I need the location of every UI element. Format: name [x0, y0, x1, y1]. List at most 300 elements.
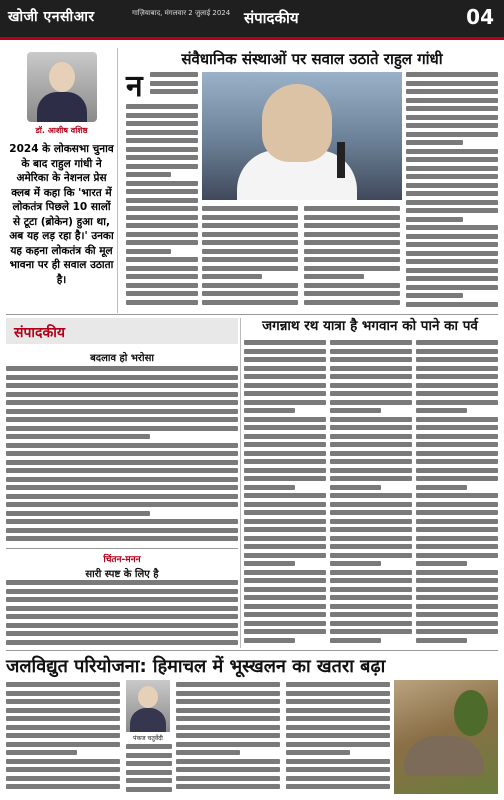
- text-line: [6, 485, 238, 490]
- author-name: डॉ. आशीष वशिष्ठ: [35, 126, 88, 135]
- text-line: [176, 699, 280, 704]
- text-line: [416, 391, 498, 396]
- text-line: [6, 494, 238, 499]
- text-line: [6, 623, 238, 628]
- text-line: [6, 691, 120, 696]
- text-line: [286, 742, 390, 747]
- text-line: [330, 544, 412, 549]
- text-line: [416, 578, 498, 583]
- text-line: [6, 417, 238, 422]
- lead-photo-person: [262, 84, 332, 162]
- text-line: [6, 640, 238, 645]
- text-line: [6, 699, 120, 704]
- text-line: [406, 132, 498, 137]
- text-line: [416, 451, 498, 456]
- text-line: [126, 257, 198, 262]
- text-line: [6, 580, 238, 585]
- text-line: [244, 451, 326, 456]
- text-line: [176, 776, 280, 781]
- text-line: [6, 606, 238, 611]
- text-line: [244, 536, 326, 541]
- text-line: [330, 417, 412, 422]
- text-line: [330, 578, 412, 583]
- author-photo: [27, 52, 97, 122]
- vichar-title: सारी स्पष्ट के लिए है: [85, 569, 159, 580]
- text-line: [244, 527, 326, 532]
- second-text-col-1: [244, 340, 326, 646]
- text-line: [406, 140, 463, 145]
- text-line: [244, 366, 326, 371]
- text-line: [406, 183, 498, 188]
- text-line: [286, 750, 350, 755]
- text-line: [126, 223, 198, 228]
- text-line: [202, 266, 298, 271]
- text-line: [406, 268, 498, 273]
- author-photo-body: [37, 92, 87, 122]
- text-line: [330, 442, 412, 447]
- text-line: [244, 434, 326, 439]
- text-line: [126, 172, 171, 177]
- text-line: [6, 682, 120, 687]
- text-line: [330, 374, 412, 379]
- text-line: [202, 215, 298, 220]
- text-line: [150, 81, 198, 86]
- text-line: [244, 519, 326, 524]
- text-line: [330, 519, 412, 524]
- text-line: [416, 621, 498, 626]
- text-line: [286, 767, 390, 772]
- text-line: [244, 612, 326, 617]
- text-line: [416, 502, 498, 507]
- text-line: [126, 121, 198, 126]
- text-line: [6, 400, 238, 405]
- text-line: [330, 391, 412, 396]
- text-line: [244, 638, 295, 643]
- text-line: [304, 215, 400, 220]
- text-line: [6, 784, 120, 789]
- text-line: [304, 300, 400, 305]
- text-line: [6, 536, 238, 541]
- text-line: [244, 510, 326, 515]
- vichar-text: [6, 580, 238, 646]
- text-line: [406, 166, 498, 171]
- text-line: [126, 300, 198, 305]
- text-line: [416, 561, 467, 566]
- text-line: [126, 130, 198, 135]
- text-line: [202, 291, 298, 296]
- text-line: [416, 374, 498, 379]
- text-line: [330, 553, 412, 558]
- text-line: [244, 502, 326, 507]
- text-line: [406, 225, 498, 230]
- text-line: [330, 459, 412, 464]
- text-line: [406, 149, 498, 154]
- bottom-text-col-2: [176, 682, 280, 794]
- text-line: [330, 527, 412, 532]
- columnist-photo-body: [130, 708, 166, 732]
- text-line: [176, 733, 280, 738]
- masthead: [0, 0, 504, 40]
- text-line: [244, 604, 326, 609]
- text-line: [416, 366, 498, 371]
- text-line: [126, 155, 198, 160]
- text-line: [286, 784, 390, 789]
- text-line: [304, 274, 364, 279]
- text-line: [416, 536, 498, 541]
- text-line: [416, 459, 498, 464]
- text-line: [330, 587, 412, 592]
- text-line: [330, 366, 412, 371]
- text-line: [244, 476, 326, 481]
- text-line: [126, 206, 198, 211]
- text-line: [304, 283, 400, 288]
- text-line: [176, 750, 240, 755]
- text-line: [6, 708, 120, 713]
- text-line: [416, 493, 498, 498]
- columnist-photo-head: [138, 686, 158, 708]
- text-line: [286, 733, 390, 738]
- page-number: 04: [466, 5, 494, 29]
- second-text-col-2: [330, 340, 412, 646]
- text-line: [416, 383, 498, 388]
- text-line: [6, 597, 238, 602]
- text-line: [244, 570, 326, 575]
- text-line: [176, 784, 280, 789]
- text-line: [416, 510, 498, 515]
- text-line: [6, 716, 120, 721]
- columnist-name: पंकज चतुर्वेदी: [133, 735, 163, 742]
- text-line: [406, 276, 498, 281]
- text-line: [406, 123, 498, 128]
- text-line: [202, 300, 298, 305]
- text-line: [244, 425, 326, 430]
- text-line: [416, 434, 498, 439]
- text-line: [416, 349, 498, 354]
- text-line: [304, 206, 400, 211]
- text-line: [244, 629, 326, 634]
- pull-quote: 2024 के लोकसभा चुनाव के बाद राहुल गांधी ने अमेरिका के नेशनल प्रेस क्लब में कहा कि 'भारत में लोकतंत्र पिछले 10 सालों से टूटा (ब्रोकेन) हुआ था, अब यह लड़ रहा है।' उनका यह कहना लोकतंत्र की मूल भावना पर ही सवाल उठाता है।: [9, 143, 114, 286]
- text-line: [126, 240, 198, 245]
- text-line: [406, 174, 498, 179]
- text-line: [202, 257, 298, 262]
- text-line: [126, 104, 198, 109]
- text-line: [286, 708, 390, 713]
- text-line: [244, 349, 326, 354]
- bottom-text-col-1b: [126, 744, 172, 794]
- text-line: [286, 691, 390, 696]
- text-line: [330, 604, 412, 609]
- text-line: [416, 468, 498, 473]
- text-line: [406, 98, 498, 103]
- text-line: [6, 776, 120, 781]
- text-line: [406, 234, 498, 239]
- lead-photo: [202, 72, 402, 200]
- text-line: [330, 510, 412, 515]
- text-line: [126, 753, 172, 758]
- text-line: [244, 578, 326, 583]
- text-line: [244, 391, 326, 396]
- text-line: [176, 725, 280, 730]
- text-line: [6, 614, 238, 619]
- text-line: [304, 257, 400, 262]
- text-line: [6, 375, 238, 380]
- text-line: [6, 502, 238, 507]
- text-line: [244, 400, 326, 405]
- text-line: [6, 589, 238, 594]
- text-line: [126, 274, 198, 279]
- editorial-text: [6, 366, 238, 546]
- text-line: [6, 460, 238, 465]
- masthead-rule: [0, 37, 504, 40]
- text-line: [126, 249, 171, 254]
- text-line: [330, 570, 412, 575]
- author-sidebar: [6, 48, 118, 313]
- text-line: [406, 106, 498, 111]
- text-line: [330, 349, 412, 354]
- text-line: [416, 527, 498, 532]
- text-line: [406, 242, 498, 247]
- text-line: [202, 232, 298, 237]
- text-line: [6, 443, 238, 448]
- text-line: [176, 716, 280, 721]
- lead-photo-mic: [337, 142, 345, 178]
- text-line: [330, 357, 412, 362]
- text-line: [244, 621, 326, 626]
- text-line: [406, 293, 463, 298]
- text-line: [6, 759, 120, 764]
- landslide-photo-rocks: [404, 736, 484, 776]
- text-line: [244, 408, 295, 413]
- text-line: [244, 544, 326, 549]
- second-text-col-3: [416, 340, 498, 646]
- text-line: [6, 383, 238, 388]
- bottom-text-col-1: [6, 682, 120, 794]
- text-line: [6, 477, 238, 482]
- text-line: [126, 147, 198, 152]
- text-line: [244, 485, 295, 490]
- text-line: [416, 357, 498, 362]
- text-line: [244, 357, 326, 362]
- text-line: [6, 733, 120, 738]
- bottom-headline: जलविद्युत परियोजना: हिमाचल में भूस्खलन का खतरा बढ़ा: [6, 656, 386, 677]
- text-line: [286, 682, 390, 687]
- lead-text-col-1: [150, 72, 198, 96]
- text-line: [406, 208, 498, 213]
- text-line: [202, 249, 298, 254]
- text-line: [6, 426, 238, 431]
- text-line: [126, 181, 198, 186]
- text-line: [416, 400, 498, 405]
- text-line: [406, 285, 498, 290]
- text-line: [150, 89, 198, 94]
- second-headline: जगन्नाथ रथ यात्रा है भगवान को पाने का पर्व: [262, 318, 478, 334]
- text-line: [202, 274, 262, 279]
- text-line: [416, 553, 498, 558]
- lead-text-col-1b: [126, 104, 198, 312]
- text-line: [6, 511, 150, 516]
- text-line: [416, 604, 498, 609]
- text-line: [286, 725, 390, 730]
- text-line: [244, 493, 326, 498]
- text-line: [330, 638, 381, 643]
- text-line: [150, 72, 198, 77]
- landslide-photo: [394, 680, 498, 794]
- text-line: [416, 544, 498, 549]
- text-line: [6, 750, 77, 755]
- text-line: [6, 409, 238, 414]
- text-line: [406, 157, 498, 162]
- text-line: [244, 553, 326, 558]
- text-line: [126, 198, 198, 203]
- text-line: [176, 759, 280, 764]
- text-line: [286, 776, 390, 781]
- text-line: [126, 283, 198, 288]
- text-line: [330, 629, 412, 634]
- text-line: [202, 283, 298, 288]
- text-line: [286, 699, 390, 704]
- vichar-label: चिंतन-मनन: [103, 555, 141, 565]
- text-line: [330, 425, 412, 430]
- text-line: [244, 442, 326, 447]
- text-line: [406, 191, 498, 196]
- text-line: [304, 291, 400, 296]
- text-line: [126, 778, 172, 783]
- text-line: [244, 561, 295, 566]
- text-line: [406, 259, 498, 264]
- lead-text-col-5: [406, 72, 498, 312]
- text-line: [330, 400, 412, 405]
- text-line: [416, 442, 498, 447]
- text-line: [6, 767, 120, 772]
- text-line: [330, 468, 412, 473]
- text-line: [126, 113, 198, 118]
- text-line: [176, 682, 280, 687]
- text-line: [330, 434, 412, 439]
- text-line: [416, 638, 467, 643]
- text-line: [330, 485, 381, 490]
- text-line: [416, 425, 498, 430]
- text-line: [304, 249, 400, 254]
- text-line: [202, 240, 298, 245]
- text-line: [304, 232, 400, 237]
- text-line: [126, 215, 198, 220]
- text-line: [406, 72, 498, 77]
- text-line: [304, 266, 400, 271]
- text-line: [330, 502, 412, 507]
- text-line: [126, 787, 172, 792]
- text-line: [202, 223, 298, 228]
- text-line: [416, 519, 498, 524]
- text-line: [6, 725, 120, 730]
- text-line: [6, 468, 238, 473]
- text-line: [330, 561, 381, 566]
- text-line: [244, 459, 326, 464]
- divider-vertical: [240, 318, 241, 648]
- text-line: [6, 742, 120, 747]
- text-line: [6, 392, 238, 397]
- text-line: [244, 383, 326, 388]
- text-line: [416, 629, 498, 634]
- text-line: [126, 761, 172, 766]
- text-line: [126, 770, 172, 775]
- text-line: [244, 595, 326, 600]
- text-line: [6, 519, 238, 524]
- text-line: [416, 476, 498, 481]
- text-line: [416, 587, 498, 592]
- text-line: [202, 206, 298, 211]
- text-line: [176, 742, 280, 747]
- text-line: [416, 612, 498, 617]
- text-line: [6, 434, 150, 439]
- text-line: [6, 528, 238, 533]
- divider-vichar: [6, 548, 238, 549]
- text-line: [406, 89, 498, 94]
- lead-text-col-3: [202, 206, 298, 312]
- text-line: [330, 536, 412, 541]
- text-line: [416, 570, 498, 575]
- text-line: [244, 468, 326, 473]
- text-line: [330, 612, 412, 617]
- text-line: [330, 595, 412, 600]
- section-title: संपादकीय: [244, 9, 299, 27]
- text-line: [286, 759, 390, 764]
- author-photo-head: [49, 62, 75, 92]
- text-line: [406, 200, 498, 205]
- text-line: [416, 417, 498, 422]
- text-line: [330, 476, 412, 481]
- text-line: [126, 266, 198, 271]
- lead-dropcap: न: [126, 69, 143, 104]
- text-line: [416, 595, 498, 600]
- text-line: [126, 164, 198, 169]
- text-line: [406, 217, 463, 222]
- text-line: [416, 408, 467, 413]
- editorial-title: बदलाव हो भरोसा: [90, 353, 154, 364]
- text-line: [416, 340, 498, 345]
- text-line: [244, 417, 326, 422]
- text-line: [406, 81, 498, 86]
- bottom-text-col-3: [286, 682, 390, 794]
- text-line: [330, 340, 412, 345]
- text-line: [126, 291, 198, 296]
- text-line: [406, 251, 498, 256]
- divider-lower: [6, 650, 498, 651]
- text-line: [126, 138, 198, 143]
- text-line: [416, 485, 467, 490]
- text-line: [126, 189, 198, 194]
- lead-headline: संवैधानिक संस्थाओं पर सवाल उठाते राहुल गांधी: [181, 50, 443, 68]
- text-line: [6, 366, 238, 371]
- text-line: [330, 451, 412, 456]
- text-line: [286, 716, 390, 721]
- text-line: [330, 621, 412, 626]
- text-line: [244, 374, 326, 379]
- text-line: [244, 340, 326, 345]
- lead-text-col-4: [304, 206, 400, 312]
- text-line: [126, 744, 172, 749]
- text-line: [6, 631, 238, 636]
- text-line: [6, 451, 238, 456]
- text-line: [126, 232, 198, 237]
- paper-name: खोजी एनसीआर: [8, 9, 95, 25]
- text-line: [330, 383, 412, 388]
- text-line: [304, 223, 400, 228]
- text-line: [176, 708, 280, 713]
- dateline: गाज़ियाबाद, मंगलवार 2 जुलाई 2024: [132, 9, 231, 17]
- editorial-label: संपादकीय: [14, 325, 65, 341]
- divider-upper: [6, 314, 498, 315]
- text-line: [244, 587, 326, 592]
